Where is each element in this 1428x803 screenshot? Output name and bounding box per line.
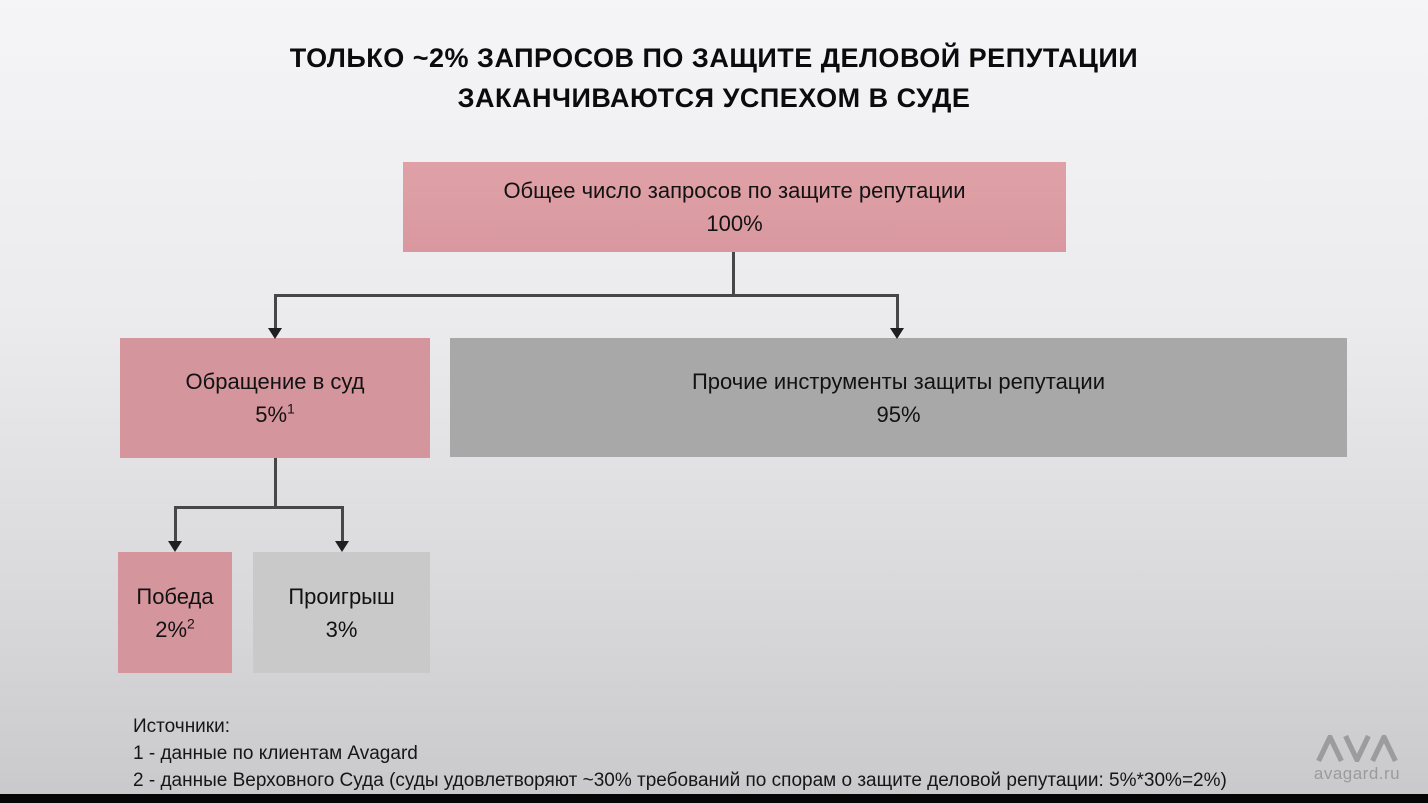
page-title [0,38,1428,118]
node-other-tools [450,338,1347,457]
title-line-2: ЗАКАНЧИВАЮТСЯ УСПЕХОМ В СУДЕ [457,83,971,113]
connector-level1-rail [274,294,899,297]
source-1: 1 - данные по клиентам Avagard [133,743,418,764]
node-court-value [255,398,295,431]
node-win-footnote: 2 [187,615,195,632]
node-total-value: 100% [706,211,763,236]
node-court-percent: 5% [255,402,287,427]
avagard-logo-icon [1315,735,1399,762]
connector-court-stub [274,458,277,508]
connector-level2-rail [174,506,344,509]
connector-drop-other [896,294,899,330]
site-url: avagard.ru [1313,764,1401,783]
arrow-down-win-icon [168,541,182,552]
node-court-label: Обращение в суд [185,369,365,394]
node-loss [253,552,430,673]
node-other-label: Прочие инструменты защиты репутации [691,368,1105,394]
node-loss-value: 3% [325,616,358,642]
bottom-bar [0,794,1428,803]
node-total-requests [403,162,1066,252]
node-court-appeal [120,338,430,458]
sources-heading: Источники: [133,716,231,737]
node-other-value: 95% [876,401,921,427]
arrow-down-court-icon [268,328,282,339]
connector-drop-win [174,506,177,543]
source-2: 2 - данные Верховного Суда (суды удовлетворяют ~30% требований по спорам о защите деловой репутации: 5%*30%=2%) [133,770,1227,791]
connector-total-stub [732,252,735,296]
node-court-footnote: 1 [287,400,295,417]
branding-block [1302,735,1412,784]
arrow-down-other-icon [890,328,904,339]
connector-drop-court [274,294,277,330]
node-loss-label: Проигрыш [288,583,395,609]
node-win [118,552,232,673]
node-win-value [155,613,195,646]
node-win-percent: 2% [155,616,187,642]
title-line-1: ТОЛЬКО ~2% ЗАПРОСОВ ПО ЗАЩИТЕ ДЕЛОВОЙ РЕПУТАЦИИ [289,43,1139,73]
sources-block [133,713,1227,794]
node-total-label: Общее число запросов по защите репутации [503,178,966,203]
arrow-down-loss-icon [335,541,349,552]
connector-drop-loss [341,506,344,543]
node-win-label: Победа [136,583,214,609]
